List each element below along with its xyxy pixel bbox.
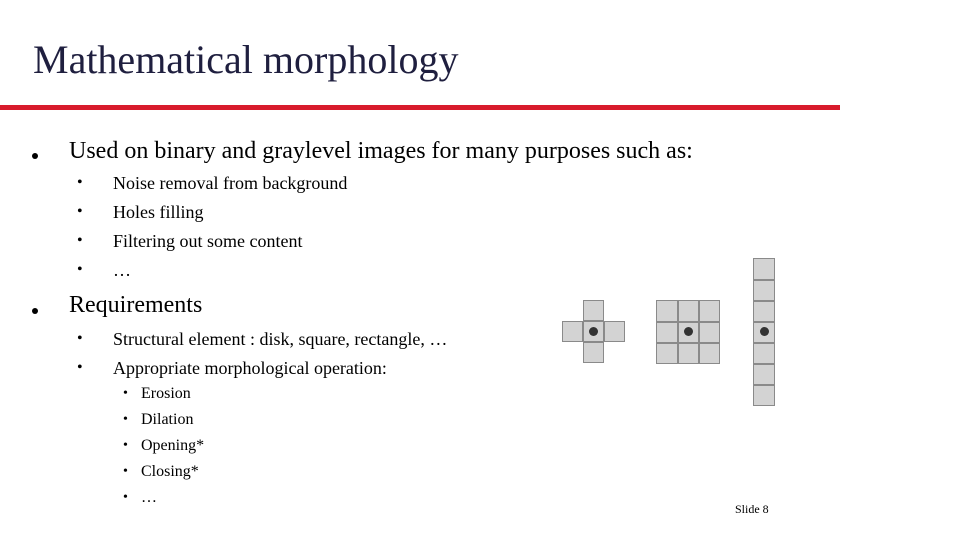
sub-bullet-morph-operation: Appropriate morphological operation: xyxy=(113,358,387,378)
slide-number: Slide 8 xyxy=(735,502,769,516)
op-ellipsis: … xyxy=(141,489,157,506)
se-cell xyxy=(656,300,678,322)
se-cell xyxy=(562,321,583,342)
se-cell xyxy=(753,364,775,385)
sub-bullet-noise-removal: Noise removal from background xyxy=(113,173,348,193)
bullet-used-on: Used on binary and graylevel images for many purposes such as: xyxy=(69,138,693,164)
op-bullet-marker: • xyxy=(123,386,128,401)
se-cell xyxy=(699,300,720,322)
sub-bullet-marker: • xyxy=(77,203,83,220)
op-opening: Opening* xyxy=(141,437,205,454)
se-origin-dot xyxy=(684,327,693,336)
sub-bullet-ellipsis: … xyxy=(113,260,131,280)
se-cell xyxy=(699,343,720,364)
bullet-marker xyxy=(32,153,38,159)
op-erosion: Erosion xyxy=(141,385,191,402)
sub-bullet-holes-filling: Holes filling xyxy=(113,202,204,222)
slide-title: Mathematical morphology xyxy=(33,37,459,82)
sub-bullet-marker: • xyxy=(77,174,83,191)
se-cell xyxy=(656,322,678,343)
se-cell xyxy=(753,301,775,322)
op-bullet-marker: • xyxy=(123,412,128,427)
sub-bullet-marker: • xyxy=(77,359,83,376)
op-bullet-marker: • xyxy=(123,438,128,453)
se-cell xyxy=(753,385,775,406)
sub-bullet-marker: • xyxy=(77,330,83,347)
se-cell xyxy=(604,321,625,342)
se-cell xyxy=(656,343,678,364)
se-origin-dot xyxy=(589,327,598,336)
bullet-marker xyxy=(32,308,38,314)
se-cell xyxy=(678,343,699,364)
bullet-requirements: Requirements xyxy=(69,292,203,318)
op-bullet-marker: • xyxy=(123,464,128,479)
se-cell xyxy=(753,280,775,301)
se-cell xyxy=(753,258,775,280)
se-cell xyxy=(583,300,604,321)
op-dilation: Dilation xyxy=(141,411,194,428)
title-underline xyxy=(0,105,840,110)
se-cell xyxy=(678,300,699,322)
op-bullet-marker: • xyxy=(123,490,128,505)
se-cell xyxy=(753,343,775,364)
op-closing: Closing* xyxy=(141,463,199,480)
sub-bullet-filtering: Filtering out some content xyxy=(113,231,303,251)
sub-bullet-structural-element: Structural element : disk, square, rectangle, … xyxy=(113,329,448,349)
sub-bullet-marker: • xyxy=(77,232,83,249)
se-cell xyxy=(583,342,604,363)
sub-bullet-marker: • xyxy=(77,261,83,278)
se-origin-dot xyxy=(760,327,769,336)
se-cell xyxy=(699,322,720,343)
